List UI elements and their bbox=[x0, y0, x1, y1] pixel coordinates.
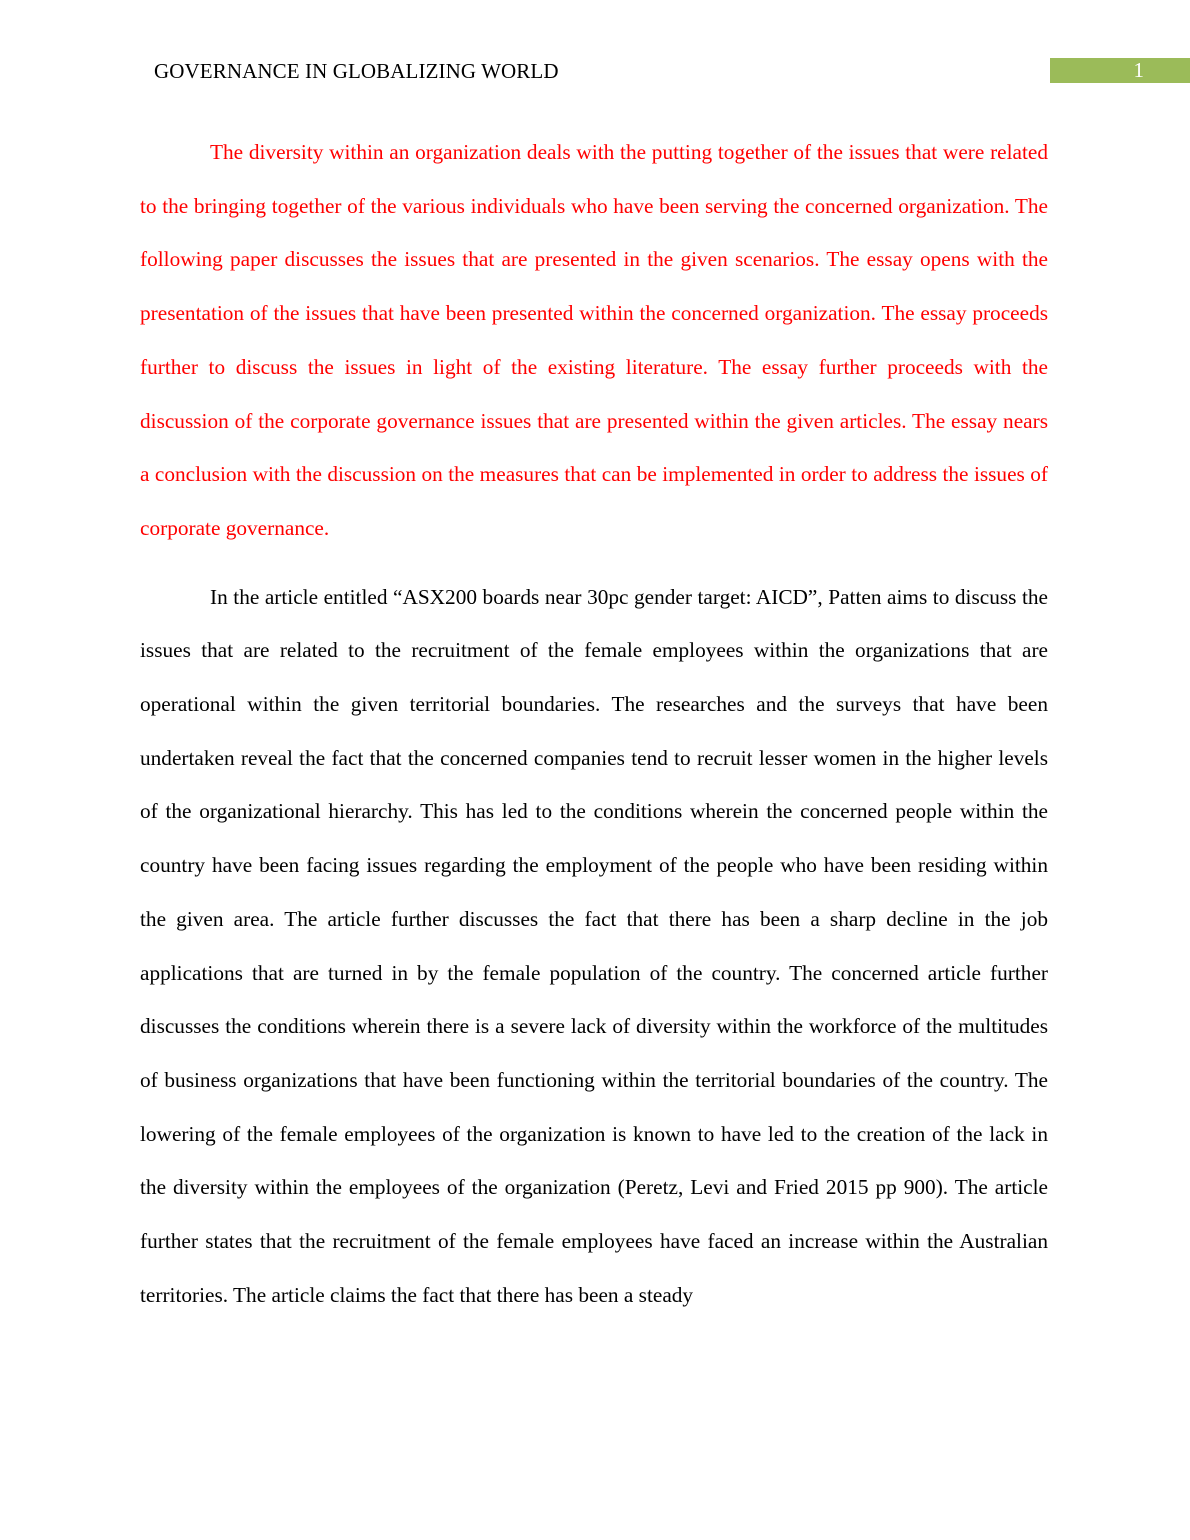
page-number: 1 bbox=[1133, 58, 1144, 82]
body-paragraph: In the article entitled “ASX200 boards near 30pc gender target: AICD”, Patten aims to discuss the issues that are related to the recruitment of the female employees within the organizations that are operational within the given territorial boundaries. The researches and the surveys that have been undertaken reveal the fact that the concerned companies tend to recruit lesser women in the higher levels of the organizational hierarchy. This has led to the conditions wherein the concerned people within the country have been facing issues regarding the employment of the people who have been residing within the given area. The article further discusses the fact that there has been a sharp decline in the job applications that are turned in by the female population of the country. The concerned article further discusses the conditions wherein there is a severe lack of diversity within the workforce of the multitudes of business organizations that have been functioning within the territorial boundaries of the country. The lowering of the female employees of the organization is known to have led to the creation of the lack in the diversity within the employees of the organization (Peretz, Levi and Fried 2015 pp 900). The article further states that the recruitment of the female employees have faced an increase within the Australian territories. The article claims the fact that there has been a steady bbox=[140, 584, 1048, 1307]
running-head-title: GOVERNANCE IN GLOBALIZING WORLD bbox=[154, 59, 559, 83]
page-number-box bbox=[1050, 58, 1190, 83]
intro-paragraph-highlighted: The diversity within an organization deals with the putting together of the issues that were related to the bringing together of the various individuals who have been serving the concerned organization. The following paper discusses the issues that are presented in the given scenarios. The essay opens with the presentation of the issues that have been presented within the concerned organization. The essay proceeds further to discuss the issues in light of the existing literature. The essay further proceeds with the discussion of the corporate governance issues that are presented within the given articles. The essay nears a conclusion with the discussion on the measures that can be implemented in order to address the issues of corporate governance. bbox=[140, 140, 1048, 540]
document-body bbox=[140, 126, 1048, 1322]
